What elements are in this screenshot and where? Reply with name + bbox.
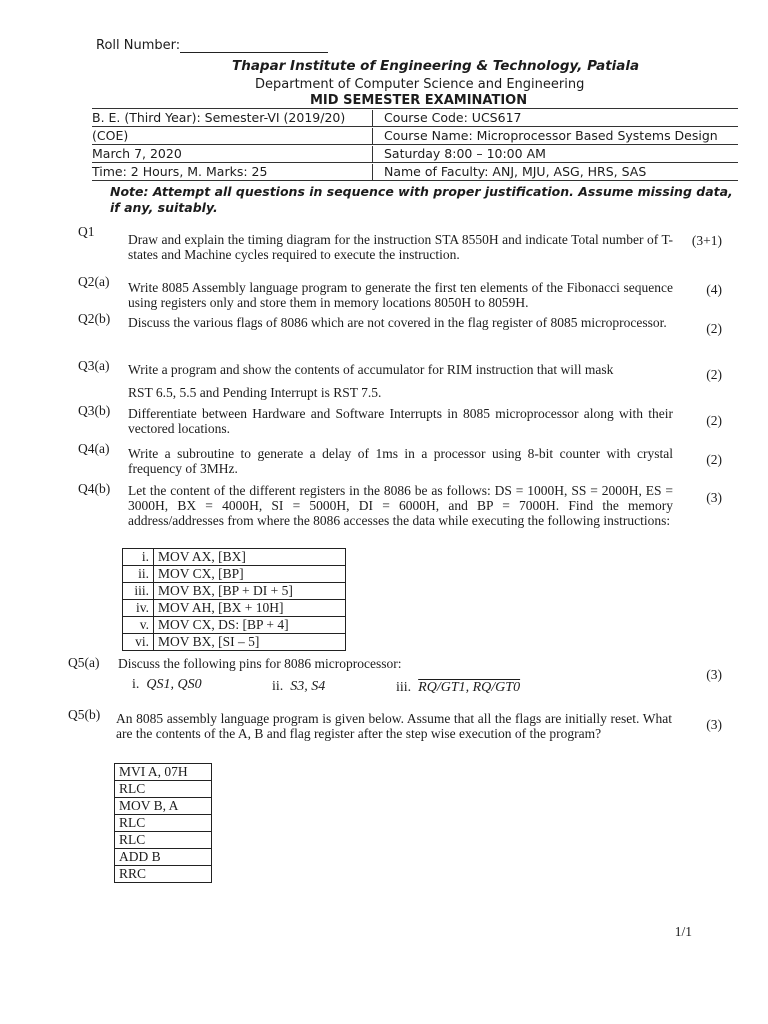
institute-name: Thapar Institute of Engineering & Technology, Patiala bbox=[232, 58, 640, 74]
program-line: ADD B bbox=[115, 849, 212, 866]
instruction-code: MOV BX, [SI – 5] bbox=[154, 634, 346, 651]
q5b-label: Q5(b) bbox=[68, 707, 101, 722]
q4a-text: Write a subroutine to generate a delay of 1ms in a processor using 8-bit counter with crystal frequency of 3MHz. bbox=[128, 446, 673, 476]
q1-marks: (3+1) bbox=[691, 233, 722, 248]
table-row bbox=[123, 634, 346, 651]
q5b-text: An 8085 assembly language program is given below. Assume that all the flags are initially reset. What are the contents of the A, B and flag register after the step wise execution of the program? bbox=[116, 711, 672, 741]
pin-names: QS1, QS0 bbox=[146, 677, 202, 692]
roll-number-line bbox=[180, 40, 328, 53]
row-number: ii. bbox=[123, 566, 154, 583]
course-info-table bbox=[92, 108, 738, 181]
instruction-code: MOV CX, DS: [BP + 4] bbox=[154, 617, 346, 634]
instruction-code: MOV BX, [BP + DI + 5] bbox=[154, 583, 346, 600]
exam-title: MID SEMESTER EXAMINATION bbox=[310, 93, 528, 108]
info-left: March 7, 2020 bbox=[92, 146, 373, 162]
q4a-marks: (2) bbox=[706, 452, 722, 467]
q2b-label: Q2(b) bbox=[78, 311, 111, 326]
table-row bbox=[115, 866, 212, 883]
q4b-marks: (3) bbox=[706, 490, 722, 505]
item-number: i. bbox=[132, 677, 140, 692]
table-row bbox=[115, 849, 212, 866]
page-number: 1/1 bbox=[674, 924, 692, 939]
q5a-item-2 bbox=[272, 679, 325, 694]
q3a-text-line2: RST 6.5, 5.5 and Pending Interrupt is RST 7.5. bbox=[128, 385, 382, 400]
department-name: Department of Computer Science and Engineering bbox=[255, 77, 585, 92]
table-row bbox=[123, 549, 346, 566]
q4b-label: Q4(b) bbox=[78, 481, 111, 496]
q5a-item-3 bbox=[396, 680, 520, 695]
q5a-text: Discuss the following pins for 8086 microprocessor: bbox=[118, 656, 402, 671]
table-row bbox=[115, 781, 212, 798]
program-line: RRC bbox=[115, 866, 212, 883]
program-line: RLC bbox=[115, 815, 212, 832]
table-row bbox=[123, 617, 346, 634]
q3b-marks: (2) bbox=[706, 413, 722, 428]
item-number: ii. bbox=[272, 679, 284, 694]
q2b-marks: (2) bbox=[706, 321, 722, 336]
instruction-code: MOV CX, [BP] bbox=[154, 566, 346, 583]
program-line: MVI A, 07H bbox=[115, 764, 212, 781]
q3a-marks: (2) bbox=[706, 367, 722, 382]
q2a-label: Q2(a) bbox=[78, 274, 110, 289]
q3a-label: Q3(a) bbox=[78, 358, 110, 373]
table-row bbox=[123, 583, 346, 600]
instruction-code: MOV AX, [BX] bbox=[154, 549, 346, 566]
q3b-text: Differentiate between Hardware and Software Interrupts in 8085 microprocessor along with their vectored locations. bbox=[128, 406, 673, 436]
info-right: Course Code: UCS617 bbox=[384, 110, 522, 125]
row-number: iii. bbox=[123, 583, 154, 600]
info-right: Name of Faculty: ANJ, MJU, ASG, HRS, SAS bbox=[384, 164, 647, 179]
q2a-marks: (4) bbox=[706, 282, 722, 297]
table-row bbox=[123, 566, 346, 583]
program-line: RLC bbox=[115, 781, 212, 798]
row-number: iv. bbox=[123, 600, 154, 617]
q1-text: Draw and explain the timing diagram for the instruction STA 8550H and indicate Total number of T-states and Machine cycles required to execute the instruction. bbox=[128, 232, 673, 262]
table-row bbox=[115, 832, 212, 849]
table-row bbox=[115, 798, 212, 815]
info-left: (COE) bbox=[92, 128, 373, 144]
q4a-label: Q4(a) bbox=[78, 441, 110, 456]
instruction-code: MOV AH, [BX + 10H] bbox=[154, 600, 346, 617]
table-row bbox=[115, 815, 212, 832]
info-right: Course Name: Microprocessor Based Systems Design bbox=[384, 128, 718, 143]
q5a-item-1 bbox=[132, 677, 202, 692]
info-row bbox=[92, 126, 738, 144]
table-row bbox=[115, 764, 212, 781]
roll-number-label: Roll Number: bbox=[96, 38, 181, 53]
pin-names: RQ/GT1, RQ/GT0 bbox=[418, 680, 521, 695]
q3a-text-line1: Write a program and show the contents of accumulator for RIM instruction that will mask bbox=[128, 362, 614, 377]
program-line: RLC bbox=[115, 832, 212, 849]
item-number: iii. bbox=[396, 680, 412, 695]
table-row bbox=[123, 600, 346, 617]
row-number: v. bbox=[123, 617, 154, 634]
q5a-marks: (3) bbox=[706, 667, 722, 682]
q2b-text: Discuss the various flags of 8086 which are not covered in the flag register of 8085 microprocessor. bbox=[128, 315, 667, 330]
info-right: Saturday 8:00 – 10:00 AM bbox=[384, 146, 546, 161]
info-row bbox=[92, 144, 738, 162]
q5a-label: Q5(a) bbox=[68, 655, 100, 670]
q4b-instruction-table bbox=[122, 548, 346, 651]
exam-note: Note: Attempt all questions in sequence with proper justification. Assume missing data, if any, suitably. bbox=[110, 184, 733, 215]
q3b-label: Q3(b) bbox=[78, 403, 111, 418]
info-row bbox=[92, 162, 738, 181]
pin-names: S3, S4 bbox=[290, 679, 326, 694]
q1-label: Q1 bbox=[78, 224, 95, 239]
row-number: vi. bbox=[123, 634, 154, 651]
info-left: B. E. (Third Year): Semester-VI (2019/20) bbox=[92, 110, 373, 126]
roll-number-field bbox=[96, 38, 328, 53]
q5b-marks: (3) bbox=[706, 717, 722, 732]
q5b-program-table bbox=[114, 763, 212, 883]
q4b-text: Let the content of the different registers in the 8086 be as follows: DS = 1000H, SS = 2000H, ES = 3000H, BX = 4000H, SI = 5000H, DI = 6000H, and BP = 7000H. Find the memory address/addresses from where the 8086 accesses the data while executing the following instructions: bbox=[128, 483, 673, 528]
row-number: i. bbox=[123, 549, 154, 566]
program-line: MOV B, A bbox=[115, 798, 212, 815]
q2a-text: Write 8085 Assembly language program to generate the first ten elements of the Fibonacci sequence using registers only and store them in memory locations 8050H to 8059H. bbox=[128, 280, 673, 310]
info-left: Time: 2 Hours, M. Marks: 25 bbox=[92, 164, 373, 180]
info-row bbox=[92, 108, 738, 126]
